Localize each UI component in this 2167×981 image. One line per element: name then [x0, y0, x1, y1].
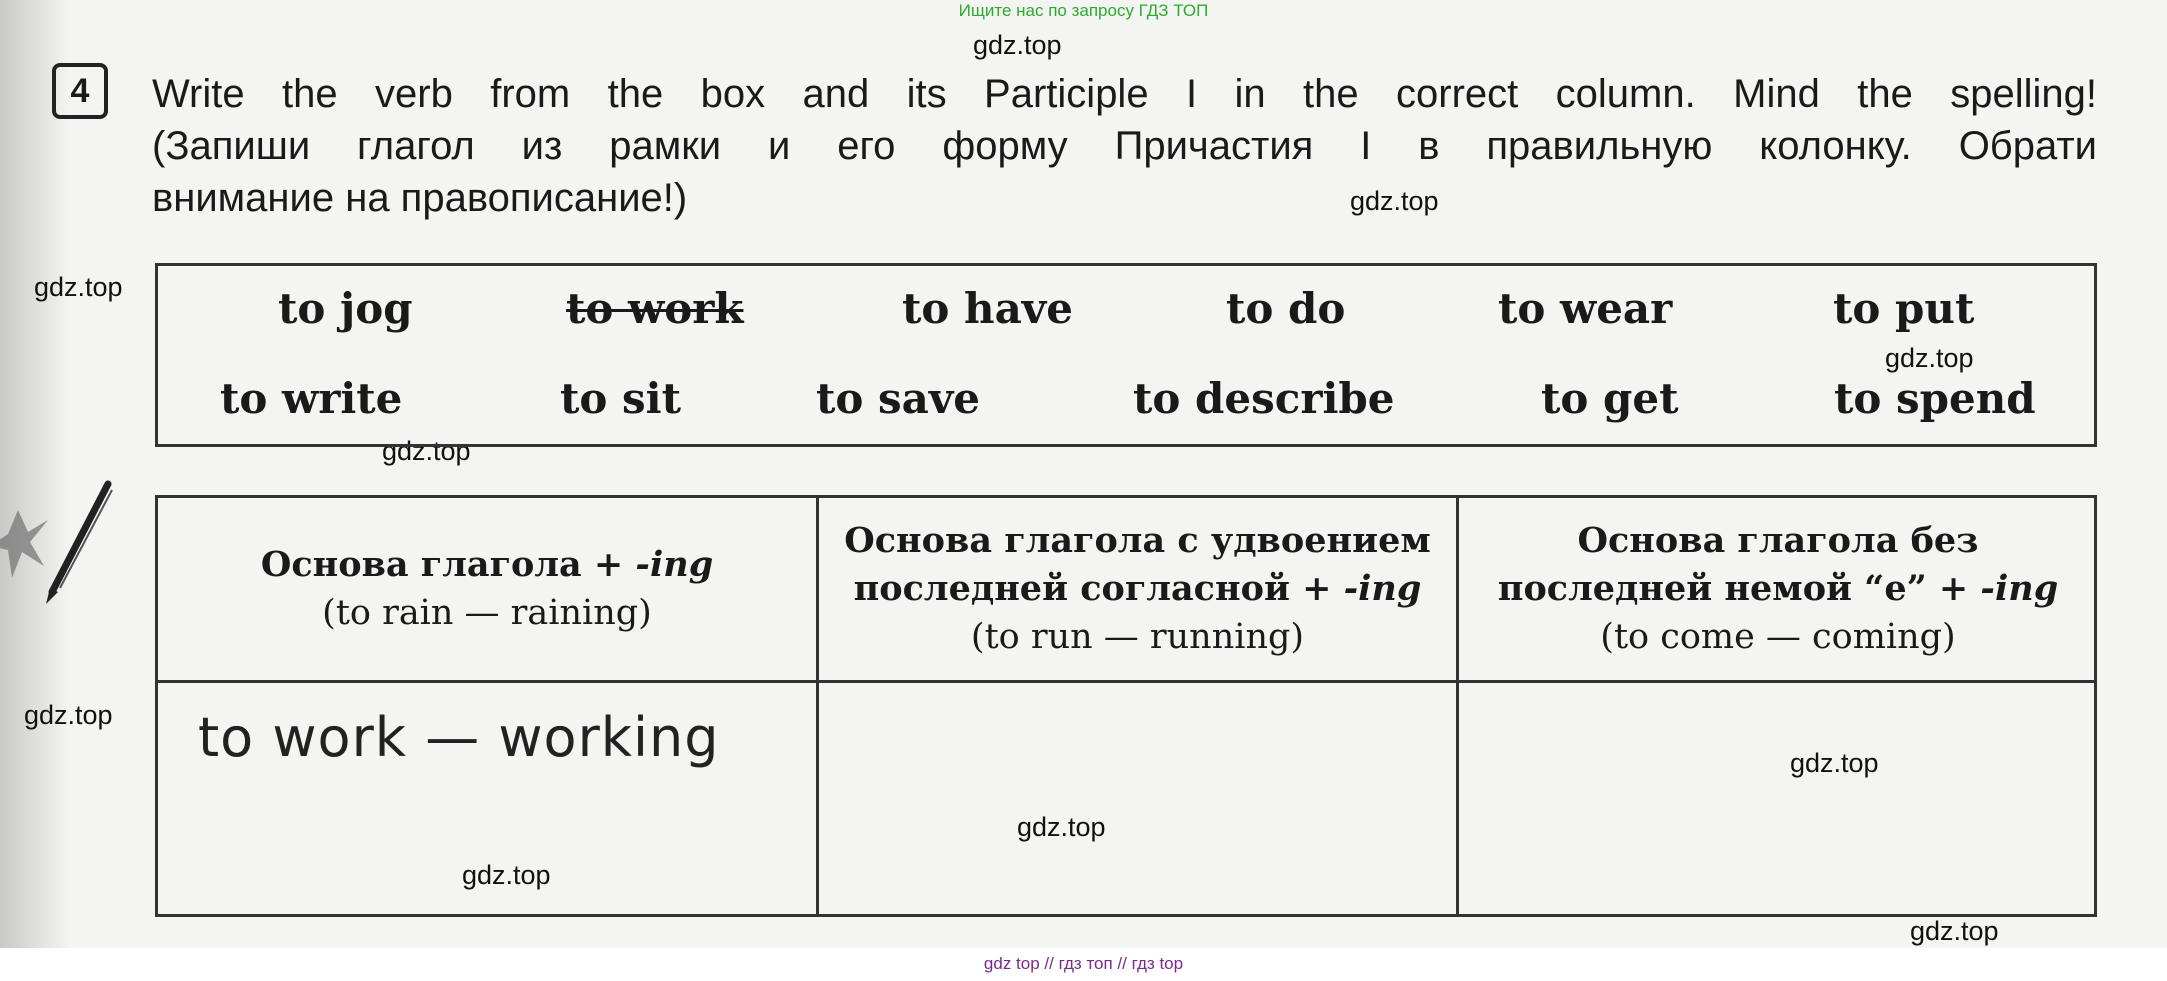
watermark: gdz.top	[1790, 748, 1879, 778]
watermark: gdz.top	[382, 436, 471, 466]
column-header-doubling	[819, 498, 1456, 680]
header-title: Основа глагола с удвоением	[844, 520, 1431, 561]
instruction-line: внимание на правописание!)	[152, 176, 688, 220]
word-item: to write	[220, 374, 403, 423]
header-suffix: -ing	[635, 544, 714, 585]
instruction-line: Write the verb from the box and its Participle I in the correct column. Mind the spelling!	[152, 72, 2097, 116]
word-item: to do	[1226, 284, 1346, 333]
header-suffix: -ing	[1343, 568, 1422, 609]
word-item: to describe	[1133, 374, 1395, 423]
pencil-icon	[0, 470, 120, 610]
header-example: (to run — running)	[970, 617, 1305, 657]
header-title: последней немой “e” +	[1497, 568, 1981, 609]
header-title: последней согласной +	[853, 568, 1344, 609]
header-divider	[158, 680, 2094, 683]
bottom-banner[interactable]: gdz top // гдз топ // гдз top	[983, 954, 1184, 973]
watermark: gdz.top	[24, 700, 113, 730]
header-example: (to rain — raining)	[322, 593, 652, 633]
watermark: gdz.top	[34, 272, 123, 302]
header-title: Основа глагола без	[1577, 520, 1979, 561]
word-item: to spend	[1834, 374, 2036, 423]
word-item: to save	[816, 374, 981, 423]
header-suffix: -ing	[1980, 568, 2059, 609]
instruction-line: (Запиши глагол из рамки и его форму Причастия I в правильную колонку. Обрати	[152, 124, 2097, 168]
word-item: to wear	[1498, 284, 1673, 333]
word-item: to jog	[278, 284, 413, 333]
watermark: gdz.top	[973, 30, 1062, 60]
word-item: to get	[1541, 374, 1679, 423]
watermark: gdz.top	[462, 860, 551, 890]
word-box	[155, 263, 2097, 447]
top-banner[interactable]: Ищите нас по запросу ГДЗ ТОП	[958, 1, 1209, 20]
word-item: to sit	[560, 374, 682, 423]
word-item: to put	[1833, 284, 1975, 333]
column-header-silent-e	[1459, 498, 2097, 680]
task-number-badge: 4	[52, 63, 108, 119]
header-title: Основа глагола +	[260, 544, 636, 585]
watermark: gdz.top	[1910, 916, 1999, 946]
column-header-ing	[158, 498, 816, 680]
watermark: gdz.top	[1350, 186, 1439, 216]
task-instruction	[152, 68, 2097, 224]
handwritten-answer: to work — working	[198, 706, 720, 769]
watermark: gdz.top	[1885, 343, 1974, 373]
answer-table	[155, 495, 2097, 917]
word-item-crossed: to work	[566, 284, 744, 333]
watermark: gdz.top	[1017, 812, 1106, 842]
word-item: to have	[902, 284, 1073, 333]
header-example: (to come — coming)	[1600, 617, 1956, 657]
